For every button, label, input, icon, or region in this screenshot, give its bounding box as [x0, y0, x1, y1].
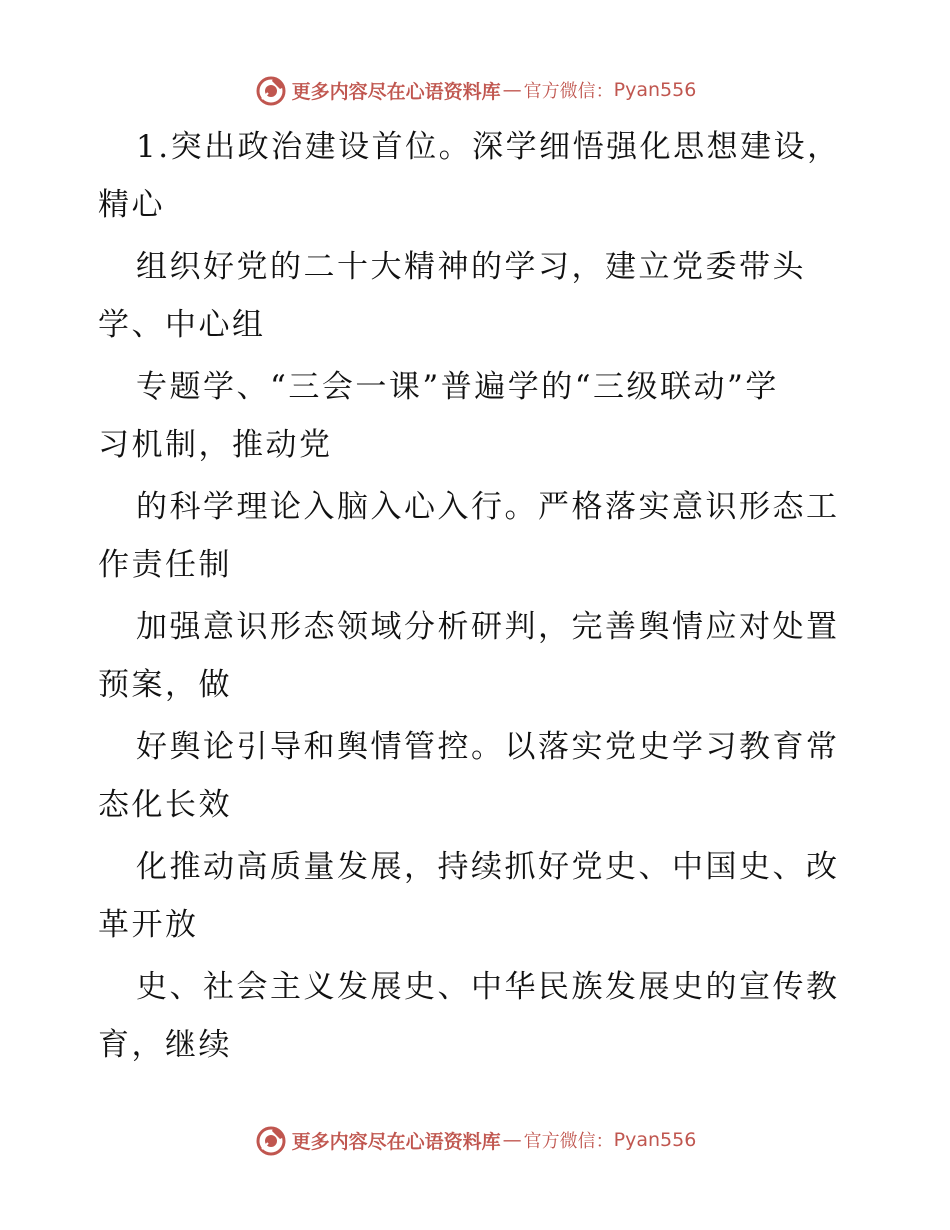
brand-logo-icon — [254, 1123, 288, 1157]
text-line: 加强意识形态领域分析研判，完善舆情应对处置 — [136, 609, 840, 645]
text-line: 预案，做 — [98, 667, 232, 703]
text-line: 的科学理论入脑入心入行。严格落实意识形态工 — [136, 489, 840, 525]
brand-logo-icon — [254, 73, 288, 107]
text-line: 组织好党的二十大精神的学习，建立党委带头 — [136, 249, 806, 285]
text-line: 专题学、“三会一课”普遍学的“三级联动”学 — [136, 369, 779, 405]
text-line: 革开放 — [98, 907, 199, 943]
text-line: 好舆论引导和舆情管控。以落实党史学习教育常 — [136, 729, 840, 765]
text-line: 史、社会主义发展史、中华民族发展史的宣传教 — [136, 969, 840, 1005]
text-line: 态化长效 — [98, 787, 232, 823]
banner-brand-text: 更多内容尽在心语资料库 — [291, 1130, 501, 1153]
text-line: 育，继续 — [98, 1027, 232, 1063]
text-line: 作责任制 — [98, 547, 232, 583]
text-line: 学、中心组 — [98, 307, 266, 343]
text-line: 化推动高质量发展，持续抓好党史、中国史、改 — [136, 849, 840, 885]
text-line: 习机制，推动党 — [98, 427, 333, 463]
banner-official-label: 官方微信： — [523, 81, 614, 102]
banner-wechat-id: Pyan556 — [613, 1129, 697, 1151]
text-line: 精心 — [98, 187, 165, 223]
document-body — [98, 118, 858, 1078]
header-banner — [0, 70, 950, 110]
banner-brand-text: 更多内容尽在心语资料库 — [291, 80, 501, 103]
footer-banner — [0, 1120, 950, 1160]
banner-dash: — — [502, 79, 522, 101]
banner-official-label: 官方微信： — [523, 1131, 614, 1152]
banner-wechat-id: Pyan556 — [613, 79, 697, 101]
text-line: 1.突出政治建设首位。深学细悟强化思想建设， — [136, 129, 841, 165]
banner-dash: — — [502, 1129, 522, 1151]
